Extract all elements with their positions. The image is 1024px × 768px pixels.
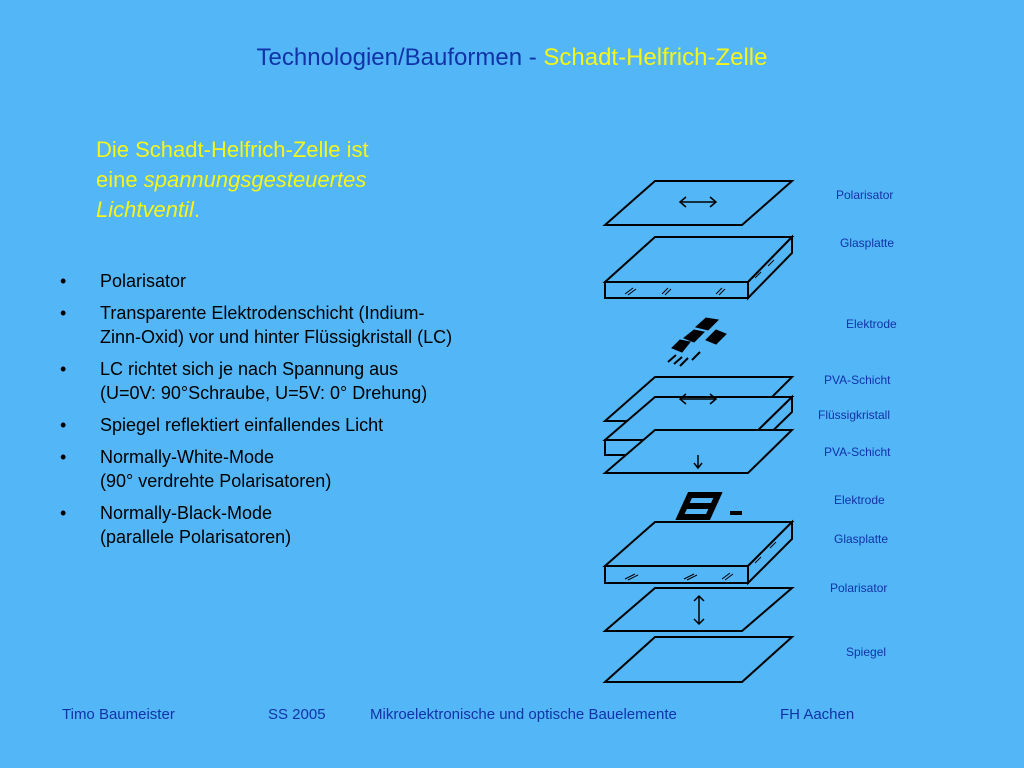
intro-line-3-italic: Lichtventil bbox=[96, 197, 194, 222]
bullet-dot: • bbox=[60, 359, 67, 379]
bullet-dot: • bbox=[60, 271, 67, 291]
bullet-text: Polarisator bbox=[100, 271, 187, 291]
bullet-dot: • bbox=[60, 503, 67, 523]
bullet-item bbox=[60, 269, 560, 293]
title-highlight: Schadt-Helfrich-Zelle bbox=[543, 44, 768, 71]
bullet-dot: • bbox=[60, 303, 67, 323]
glasplatte-bottom-front bbox=[605, 566, 748, 583]
label-pva-bottom: PVA-Schicht bbox=[824, 445, 891, 459]
bullet-item bbox=[60, 501, 560, 549]
glasplatte-top-front bbox=[605, 282, 748, 298]
intro-line-2 bbox=[96, 165, 496, 195]
intro-line-3-end: . bbox=[193, 197, 200, 222]
spiegel-plate bbox=[605, 637, 792, 682]
label-glasplatte-top: Glasplatte bbox=[840, 236, 895, 250]
bullet-text: Normally-Black-Mode bbox=[100, 503, 273, 523]
intro-text bbox=[96, 135, 496, 225]
bullet-item bbox=[60, 357, 560, 405]
label-polarisator-bottom: Polarisator bbox=[830, 581, 888, 595]
lcd-layer-diagram bbox=[560, 165, 920, 695]
bullet-text: Transparente Elektrodenschicht (Indium- bbox=[100, 303, 425, 323]
label-fluessigkristall: Flüssigkristall bbox=[818, 408, 891, 422]
intro-line-2-italic: spannungsgesteuertes bbox=[143, 167, 367, 192]
bullet-dot: • bbox=[60, 447, 67, 467]
footer-author: Timo Baumeister bbox=[62, 706, 175, 723]
bullet-text: LC richtet sich je nach Spannung aus bbox=[100, 359, 399, 379]
bullet-list bbox=[60, 269, 560, 557]
bullet-text: (90° verdrehte Polarisatoren) bbox=[100, 471, 332, 491]
title-prefix: Technologien/Bauformen - bbox=[256, 44, 544, 71]
intro-line-3 bbox=[96, 195, 496, 225]
footer-semester: SS 2005 bbox=[268, 706, 326, 723]
bullet-text: Zinn-Oxid) vor und hinter Flüssigkristall (LC) bbox=[100, 327, 453, 347]
elektrode-top-segments bbox=[668, 318, 726, 366]
bullet-text: (U=0V: 90°Schraube, U=5V: 0° Drehung) bbox=[100, 383, 428, 403]
intro-line-2-plain: eine bbox=[96, 167, 144, 192]
bullet-item bbox=[60, 445, 560, 493]
footer-school: FH Aachen bbox=[780, 706, 855, 723]
label-spiegel: Spiegel bbox=[846, 645, 887, 659]
intro-line-1: Die Schadt-Helfrich-Zelle ist bbox=[96, 137, 369, 162]
footer-course: Mikroelektronische und optische Bauelemente bbox=[370, 706, 677, 723]
bullet-text: (parallele Polarisatoren) bbox=[100, 527, 292, 547]
label-pva-top: PVA-Schicht bbox=[824, 373, 891, 387]
bullet-item bbox=[60, 413, 560, 437]
label-elektrode-top: Elektrode bbox=[846, 317, 897, 331]
elektrode-bottom-digit bbox=[680, 495, 742, 517]
label-elektrode-bottom: Elektrode bbox=[834, 493, 885, 507]
footer bbox=[0, 706, 1024, 728]
bullet-text: Normally-White-Mode bbox=[100, 447, 275, 467]
polarisator-top-plate bbox=[605, 181, 792, 225]
slide-title bbox=[0, 44, 1024, 72]
label-polarisator-top: Polarisator bbox=[836, 188, 894, 202]
bullet-text: Spiegel reflektiert einfallendes Licht bbox=[100, 415, 384, 435]
label-glasplatte-bottom: Glasplatte bbox=[834, 532, 889, 546]
bullet-dot: • bbox=[60, 415, 67, 435]
bullet-item bbox=[60, 301, 560, 349]
